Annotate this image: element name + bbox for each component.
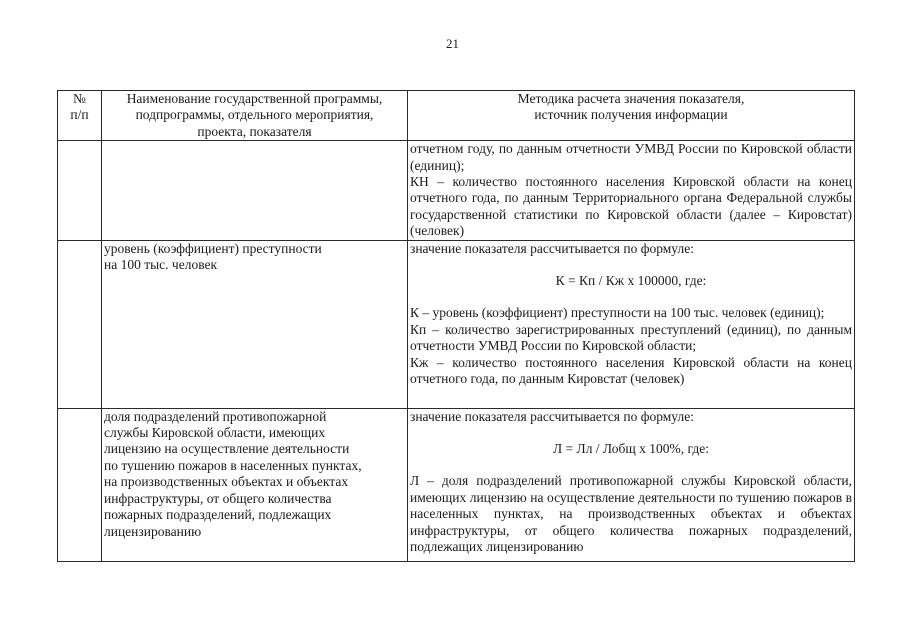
row-method-cell <box>408 240 855 408</box>
method-intro: значение показателя рассчитывается по формуле: <box>410 240 694 256</box>
method-paragraph: КН – количество постоянного населения Кировской области на конец отчетного года, по данным Территориального органа Федеральной службы государственной статистики по Кировской области (далее – Кировстат) (человек) <box>410 174 852 239</box>
indicator-table <box>57 90 855 562</box>
header-number-line: № <box>73 91 86 106</box>
indicator-name: доля подразделений противопожарной службы Кировской области, имеющих лицензию на осуществление деятельности по тушению пожаров в населенных пунктах, на производственных объектах и объектах инфраструктуры, от общего количества пожарных подразделений, подлежащих лицензированию <box>104 408 362 539</box>
method-paragraph: Кп – количество зарегистрированных преступлений (единиц), по данным отчетности УМВД России по Кировской области; <box>410 321 852 354</box>
method-paragraph: К – уровень (коэффициент) преступности на 100 тыс. человек (единиц); <box>410 305 825 321</box>
header-name-line: подпрограммы, отдельного мероприятия, <box>135 107 374 123</box>
table-header-row <box>58 91 855 141</box>
header-name-line: проекта, показателя <box>197 123 312 139</box>
indicator-name: уровень (коэффициент) преступности на 100 тыс. человек <box>104 240 322 273</box>
formula: К = Кп / Кж х 100000, где: <box>555 273 707 289</box>
method-paragraph: Л – доля подразделений противопожарной службы Кировской области, имеющих лицензию на осуществление деятельности по тушению пожаров в населенных пунктах, на производственных объектах и объектах инфраструктуры, от общего количества пожарных подразделений, подлежащих лицензированию <box>410 473 852 555</box>
header-name-line: Наименование государственной программы, <box>126 91 383 106</box>
page-number: 21 <box>446 36 459 51</box>
table-row <box>58 240 855 408</box>
row-name-cell <box>102 141 408 240</box>
header-method-line: Методика расчета значения показателя, <box>517 91 745 106</box>
table-row <box>58 408 855 561</box>
row-method-cell <box>408 408 855 561</box>
header-number <box>58 91 102 141</box>
row-name-cell <box>102 240 408 408</box>
header-method <box>408 91 855 141</box>
row-method-cell <box>408 141 855 240</box>
formula: Л = Лл / Лобщ х 100%, где: <box>553 441 709 457</box>
header-name <box>102 91 408 141</box>
header-number-line: п/п <box>70 107 89 123</box>
header-method-line: источник получения информации <box>534 107 728 123</box>
row-number-cell <box>58 408 102 561</box>
method-intro: значение показателя рассчитывается по формуле: <box>410 408 694 424</box>
row-name-cell <box>102 408 408 561</box>
table-row <box>58 141 855 240</box>
row-number-cell <box>58 240 102 408</box>
method-paragraph: Кж – количество постоянного населения Кировской области на конец отчетного года, по данным Кировстат (человек) <box>410 354 852 387</box>
method-paragraph: отчетном году, по данным отчетности УМВД России по Кировской области (единиц); <box>410 141 852 173</box>
row-number-cell <box>58 141 102 240</box>
